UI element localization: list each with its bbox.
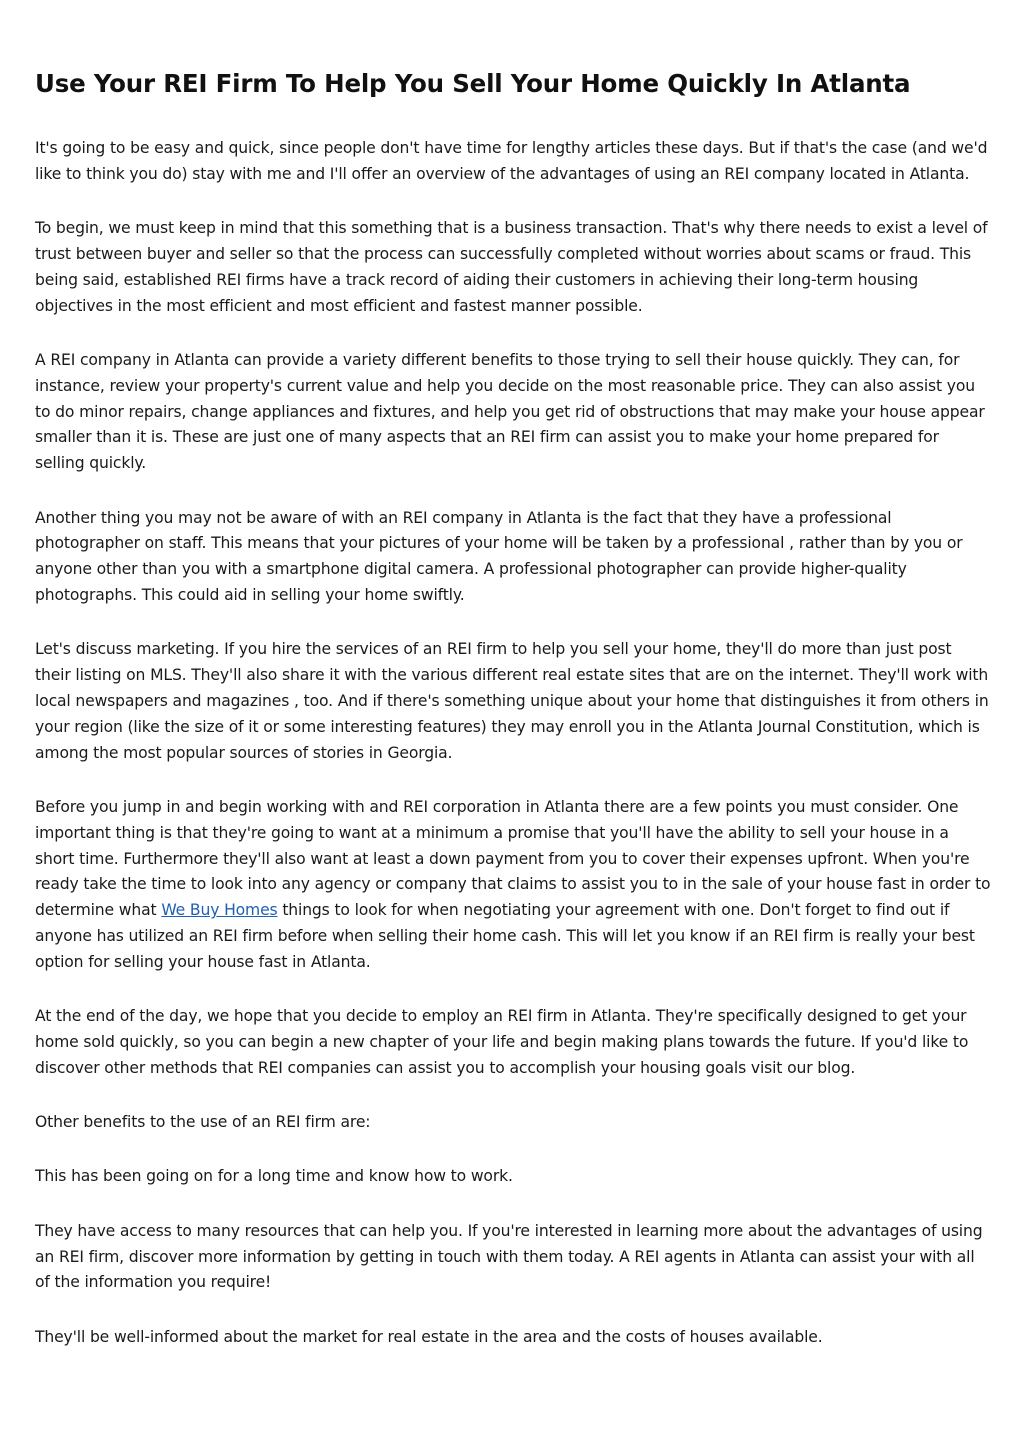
paragraph-photographer: Another thing you may not be aware of with an REI company in Atlanta is the fact that they have a professional photographer on staff. This means that your pictures of your home will be taken by a professional , rather than by you or anyone other than you with a smartphone digital camera. A professional photographer can provide higher-quality photographs. This could aid in selling your home swiftly.: [35, 508, 963, 604]
we-buy-homes-link[interactable]: We Buy Homes: [161, 901, 278, 920]
article: [35, 66, 991, 1379]
article-title: Use Your REI Firm To Help You Sell Your Home Quickly In Atlanta: [35, 69, 911, 98]
paragraph-market-knowledge: They'll be well-informed about the market for real estate in the area and the costs of houses available.: [35, 1327, 823, 1346]
paragraph-resources: They have access to many resources that can help you. If you're interested in learning more about the advantages of using an REI firm, discover more information by getting in touch with them today. A REI agents in Atlanta can assist your with all of the information you require!: [35, 1221, 983, 1292]
paragraph-intro: It's going to be easy and quick, since people don't have time for lengthy articles these days. But if that's the case (and we'd like to think you do) stay with me and I'll offer an overview of the advantages of using an REI company located in Atlanta.: [35, 139, 988, 183]
paragraph-other-benefits-intro: Other benefits to the use of an REI firm are:: [35, 1113, 371, 1132]
paragraph-considerations: [35, 795, 991, 976]
paragraph-benefits: A REI company in Atlanta can provide a variety different benefits to those trying to sell their house quickly. They can, for instance, review your property's current value and help you decide on the most reasonable price. They can also assist you to do minor repairs, change appliances and fixtures, and help you get rid of obstructions that may make your house appear smaller than it is. These are just one of many aspects that an REI firm can assist you to make your home prepared for selling quickly.: [35, 350, 985, 473]
paragraph-conclusion: At the end of the day, we hope that you decide to employ an REI firm in Atlanta. They're specifically designed to get your home sold quickly, so you can begin a new chapter of your life and begin making plans towards the future. If you'd like to discover other methods that REI companies can assist you to accomplish your housing goals visit our blog.: [35, 1007, 969, 1077]
paragraph-considerations-before: Before you jump in and begin working with and REI corporation in Atlanta there are a few points you must consider. One important thing is that they're going to want at a minimum a promise that you'll have the ability to sell your house in a short time. Furthermore they'll also want at least a down payment from you to cover their expenses upfront. When you're ready take the time to look into any agency or company that claims to assist you to in the sale of your house fast in order to determine what: [35, 797, 991, 920]
paragraph-experience: This has been going on for a long time and know how to work.: [35, 1167, 513, 1186]
paragraph-considerations-after: things to look for when negotiating your agreement with one. Don't forget to find out if anyone has utilized an REI firm before when selling their home cash. This will let you know if an REI firm is really your best option for selling your house fast in Atlanta.: [35, 901, 975, 971]
paragraph-trust: To begin, we must keep in mind that this something that is a business transaction. That's why there needs to exist a level of trust between buyer and seller so that the process can successfully completed without worries about scams or fraud. This being said, established REI firms have a track record of aiding their customers in achieving their long-term housing objectives in the most efficient and most efficient and fastest manner possible.: [35, 219, 988, 315]
paragraph-marketing: Let's discuss marketing. If you hire the services of an REI firm to help you sell your home, they'll do more than just post their listing on MLS. They'll also share it with the various different real estate sites that are on the internet. They'll work with local newspapers and magazines , too. And if there's something unique about your home that distinguishes it from others in your region (like the size of it or some interesting features) they may enroll you in the Atlanta Journal Constitution, which is among the most popular sources of stories in Georgia.: [35, 640, 989, 762]
